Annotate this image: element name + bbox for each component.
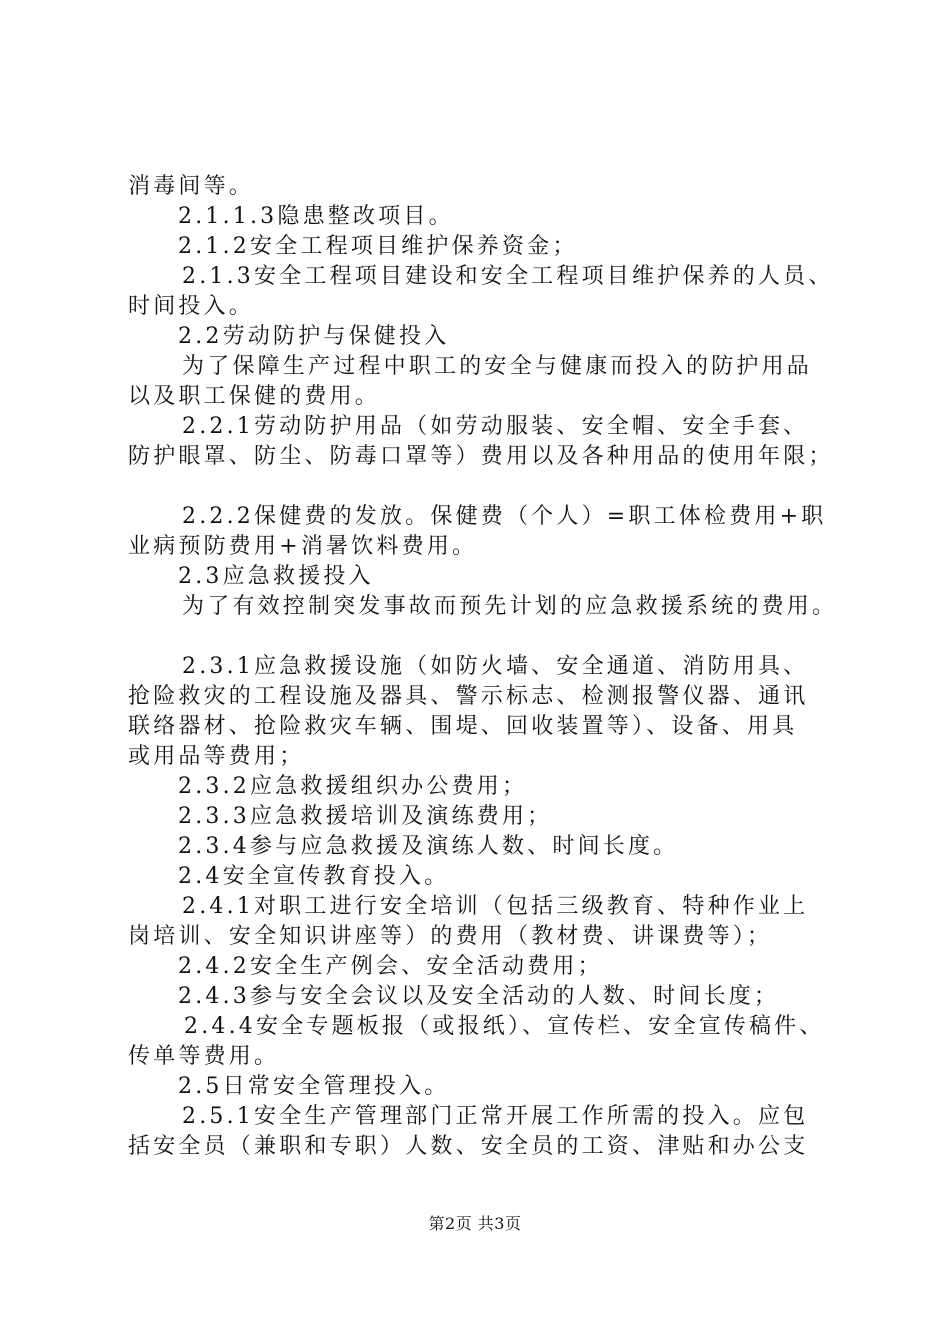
page-number-footer: 第2页 共3页 — [428, 1214, 522, 1233]
text-line: 传单等费用。 — [128, 1044, 280, 1069]
section-heading: 2.4安全宣传教育投入。 — [178, 864, 450, 889]
text-line: 2.1.3安全工程项目建设和安全工程项目维护保养的人员、 — [182, 264, 834, 289]
section-heading: 2.3应急救援投入 — [178, 564, 374, 589]
section-heading: 2.2劳动防护与保健投入 — [178, 324, 450, 349]
text-line: 2.4.4安全专题板报（或报纸）、宣传栏、安全宣传稿件、 — [184, 1014, 825, 1039]
text-line: 2.3.4参与应急救援及演练人数、时间长度。 — [178, 834, 679, 859]
text-line: 2.3.3应急救援培训及演练费用； — [178, 804, 553, 829]
text-line: 消毒间等。 — [128, 174, 255, 199]
text-line: 业病预防费用+消暑饮料费用。 — [128, 534, 478, 559]
text-line: 时间投入。 — [128, 294, 255, 319]
text-line: 2.4.2安全生产例会、安全活动费用； — [178, 954, 603, 979]
blank-line — [128, 622, 850, 652]
document-body — [128, 172, 850, 1162]
text-line: 2.2.1劳动防护用品（如劳动服装、安全帽、安全手套、 — [182, 414, 809, 439]
text-line: 2.1.1.3隐患整改项目。 — [178, 204, 454, 229]
text-line: 以及职工保健的费用。 — [128, 384, 381, 409]
text-line: 抢险救灾的工程设施及器具、警示标志、检测报警仪器、通讯 — [128, 684, 809, 709]
section-heading: 2.5日常安全管理投入。 — [178, 1074, 450, 1099]
blank-line — [128, 472, 850, 502]
text-line: 为了保障生产过程中职工的安全与健康而投入的防护用品 — [182, 354, 813, 379]
text-line: 防护眼罩、防尘、防毒口罩等）费用以及各种用品的使用年限； — [128, 444, 834, 469]
text-line: 2.1.2安全工程项目维护保养资金； — [178, 234, 578, 259]
text-line: 岗培训、安全知识讲座等）的费用（教材费、讲课费等）； — [128, 924, 773, 949]
text-line: 联络器材、抢险救灾车辆、围堤、回收装置等）、设备、用具 — [128, 714, 798, 739]
text-line: 为了有效控制突发事故而预先计划的应急救援系统的费用。 — [182, 594, 838, 619]
text-line: 2.4.1对职工进行安全培训（包括三级教育、特种作业上 — [182, 894, 809, 919]
text-line: 2.3.2应急救援组织办公费用； — [178, 774, 528, 799]
text-line: 2.5.1安全生产管理部门正常开展工作所需的投入。应包 — [182, 1104, 809, 1129]
text-line: 或用品等费用； — [128, 744, 305, 769]
text-line: 2.2.2保健费的发放。保健费（个人）=职工体检费用+职 — [182, 504, 827, 529]
text-line: 2.3.1应急救援设施（如防火墙、安全通道、消防用具、 — [182, 654, 809, 679]
text-line: 括安全员（兼职和专职）人数、安全员的工资、津贴和办公支 — [128, 1134, 809, 1159]
text-line: 2.4.3参与安全会议以及安全活动的人数、时间长度； — [178, 984, 780, 1009]
